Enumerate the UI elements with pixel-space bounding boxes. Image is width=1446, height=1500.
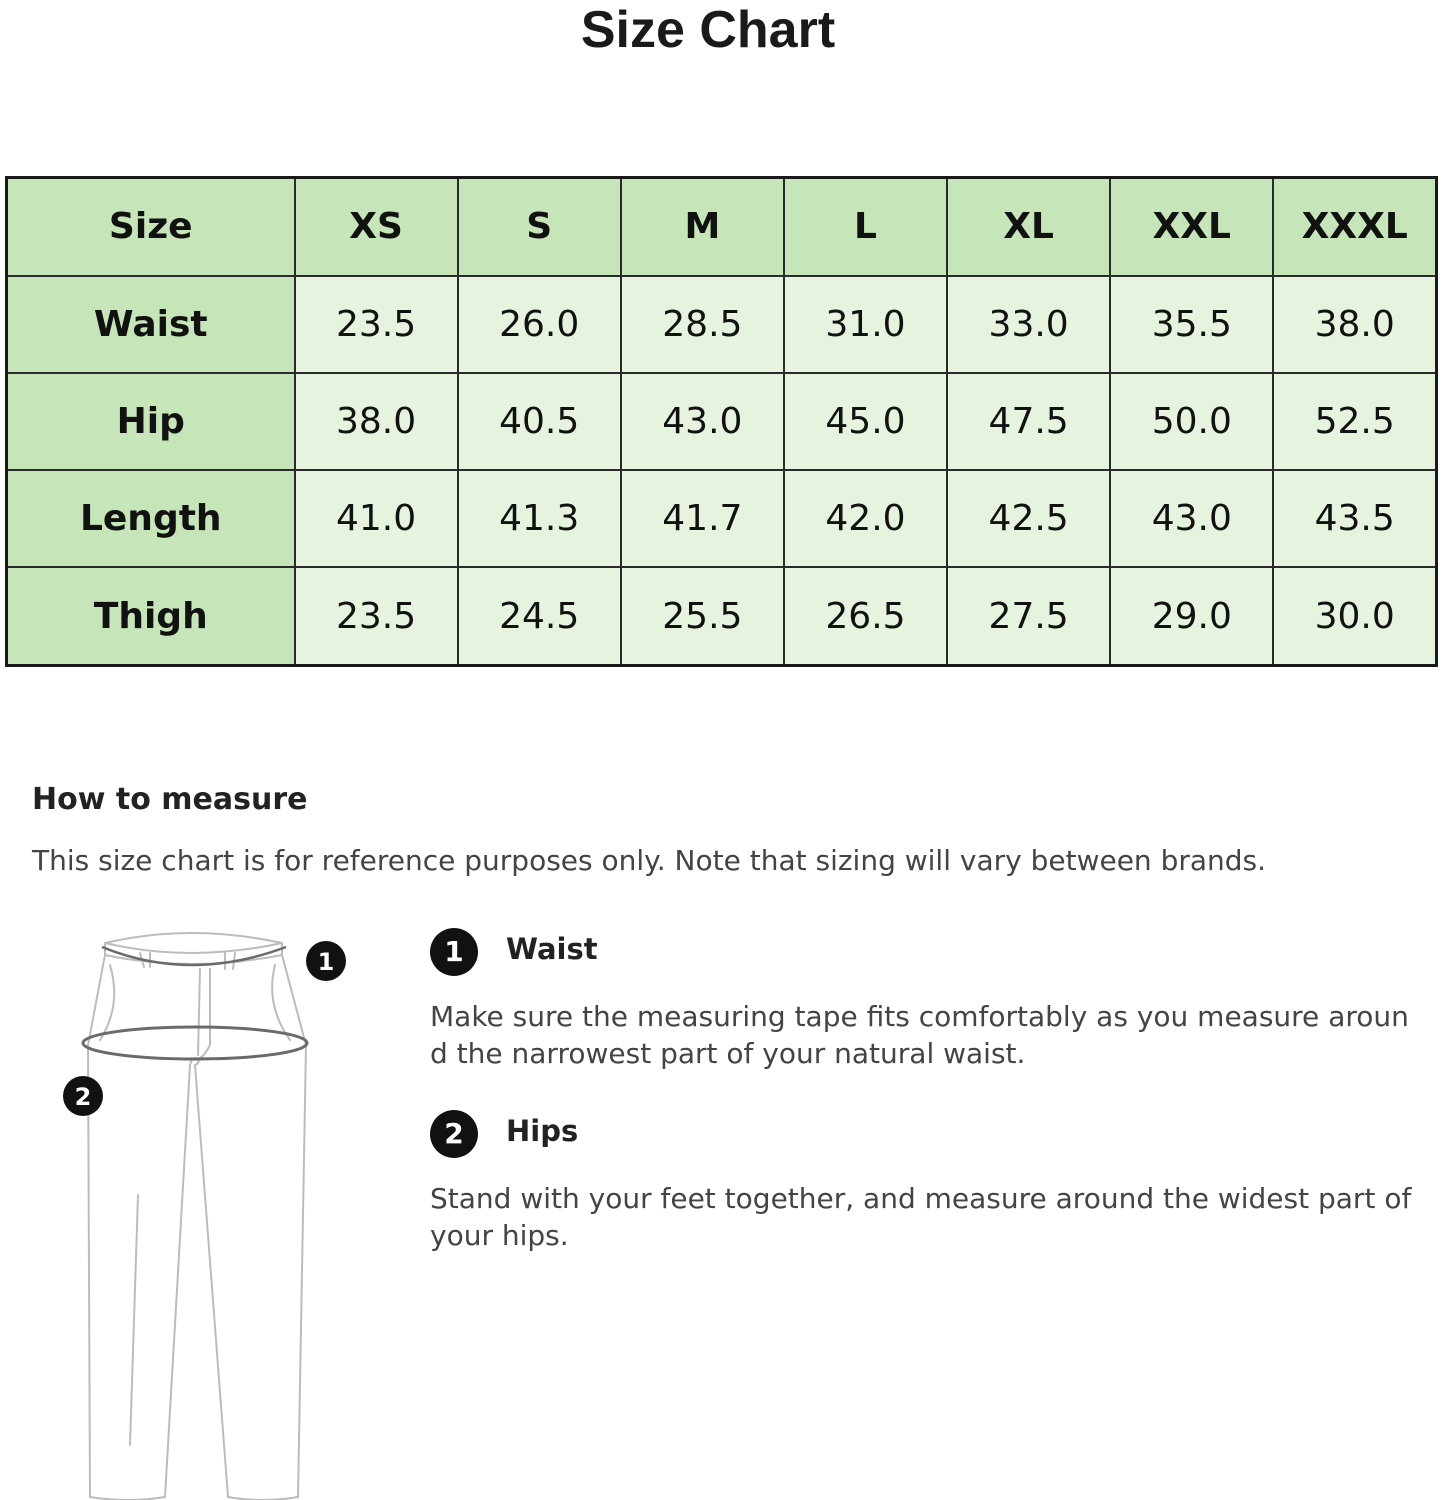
- row-label: Length: [7, 470, 295, 567]
- table-header-cell: Size: [7, 178, 295, 276]
- table-header-cell: L: [784, 178, 947, 276]
- table-cell: 41.3: [458, 470, 621, 567]
- table-cell: 41.7: [621, 470, 784, 567]
- table-header-cell: XXXL: [1273, 178, 1436, 276]
- table-cell: 23.5: [295, 567, 458, 665]
- table-cell: 42.0: [784, 470, 947, 567]
- table-cell: 27.5: [947, 567, 1110, 665]
- table-row: [7, 276, 1437, 373]
- page-title: Size Chart: [580, 1, 836, 59]
- table-header-row: [7, 178, 1437, 276]
- step-title: Waist: [506, 932, 598, 966]
- marker-1-icon: [306, 941, 346, 981]
- pants-illustration: [50, 925, 360, 1500]
- marker-2-icon: [63, 1076, 103, 1116]
- table-cell: 28.5: [621, 276, 784, 373]
- step-title: Hips: [506, 1114, 579, 1148]
- step-description: Make sure the measuring tape fits comfortably as you measure around the narrowest part of your natural waist.: [430, 1000, 1409, 1070]
- table-cell: 40.5: [458, 373, 621, 470]
- table-cell: 24.5: [458, 567, 621, 665]
- table-header-cell: XXL: [1110, 178, 1273, 276]
- table-cell: 41.0: [295, 470, 458, 567]
- table-cell: 42.5: [947, 470, 1110, 567]
- marker-2-label: 2: [74, 1083, 92, 1111]
- row-label: Thigh: [7, 567, 295, 665]
- table-cell: 25.5: [621, 567, 784, 665]
- table-cell: 45.0: [784, 373, 947, 470]
- table-header-cell: M: [621, 178, 784, 276]
- table-cell: 43.5: [1273, 470, 1436, 567]
- table-cell: 43.0: [621, 373, 784, 470]
- table-cell: 23.5: [295, 276, 458, 373]
- table-header-cell: XL: [947, 178, 1110, 276]
- table-cell: 38.0: [295, 373, 458, 470]
- table-cell: 47.5: [947, 373, 1110, 470]
- table-cell: 26.0: [458, 276, 621, 373]
- row-label: Hip: [7, 373, 295, 470]
- step-number-badge: 1: [430, 928, 478, 976]
- table-cell: 35.5: [1110, 276, 1273, 373]
- size-table: [5, 176, 1438, 667]
- reference-note: This size chart is for reference purposes only. Note that sizing will vary between brands.: [32, 844, 1267, 877]
- table-cell: 43.0: [1110, 470, 1273, 567]
- table-row: [7, 470, 1437, 567]
- table-header-cell: XS: [295, 178, 458, 276]
- table-cell: 26.5: [784, 567, 947, 665]
- step-number-badge: 2: [430, 1110, 478, 1158]
- table-row: [7, 567, 1437, 665]
- table-cell: 50.0: [1110, 373, 1273, 470]
- table-cell: 52.5: [1273, 373, 1436, 470]
- table-row: [7, 373, 1437, 470]
- table-cell: 33.0: [947, 276, 1110, 373]
- table-cell: 31.0: [784, 276, 947, 373]
- table-cell: 30.0: [1273, 567, 1436, 665]
- step-description: Stand with your feet together, and measure around the widest part of your hips.: [430, 1182, 1412, 1252]
- table-cell: 38.0: [1273, 276, 1436, 373]
- marker-1-label: 1: [317, 948, 335, 976]
- table-header-cell: S: [458, 178, 621, 276]
- table-cell: 29.0: [1110, 567, 1273, 665]
- row-label: Waist: [7, 276, 295, 373]
- how-to-measure-heading: How to measure: [32, 782, 308, 817]
